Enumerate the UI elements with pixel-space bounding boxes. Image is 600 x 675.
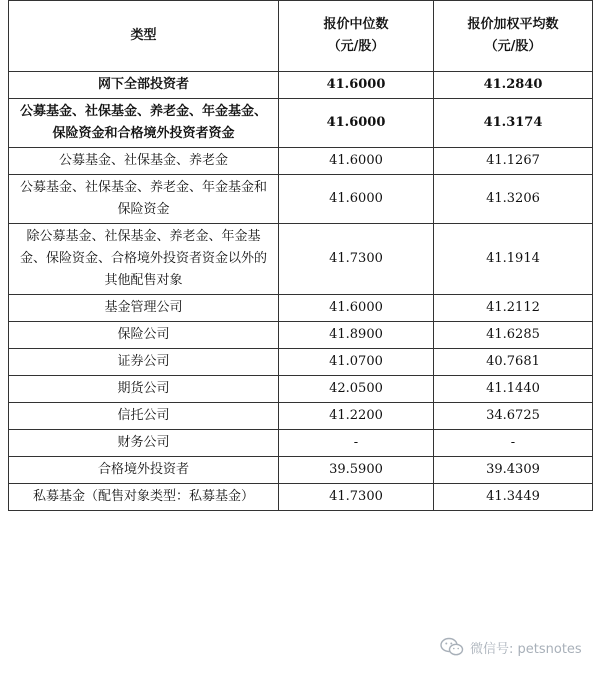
row-category: 网下全部投资者 [9,72,279,99]
table-row [9,322,593,349]
row-weighted: 34.6725 [434,403,593,430]
row-median: 41.8900 [279,322,434,349]
row-category: 信托公司 [9,403,279,430]
wechat-watermark [440,633,582,661]
row-weighted: 40.7681 [434,349,593,376]
row-category: 期货公司 [9,376,279,403]
row-category: 公募基金、社保基金、养老金 [9,148,279,175]
row-median: - [279,430,434,457]
table-row [9,295,593,322]
row-weighted: 41.1914 [434,224,593,295]
header-weighted-title: 报价加权平均数 [467,17,559,32]
header-type [9,1,279,72]
row-median: 41.6000 [279,72,434,99]
row-median: 41.7300 [279,484,434,511]
row-median: 41.6000 [279,99,434,148]
row-median: 41.6000 [279,148,434,175]
table-row [9,99,593,148]
header-weighted-unit: （元/股） [484,39,542,54]
row-median: 41.7300 [279,224,434,295]
table-header-row [9,1,593,72]
row-weighted: 41.2840 [434,72,593,99]
row-category: 私募基金（配售对象类型：私募基金） [9,484,279,511]
row-median: 39.5900 [279,457,434,484]
row-weighted: 39.4309 [434,457,593,484]
table-row [9,148,593,175]
row-weighted: 41.1267 [434,148,593,175]
row-category: 公募基金、社保基金、养老金、年金基金、保险资金和合格境外投资者资金 [9,99,279,148]
row-median: 41.0700 [279,349,434,376]
table-row [9,175,593,224]
row-category: 财务公司 [9,430,279,457]
row-category: 基金管理公司 [9,295,279,322]
table-row [9,484,593,511]
row-category: 除公募基金、社保基金、养老金、年金基金、保险资金、合格境外投资者资金以外的其他配售对象 [9,224,279,295]
header-median-unit: （元/股） [327,39,385,54]
row-weighted: - [434,430,593,457]
row-category: 保险公司 [9,322,279,349]
row-median: 42.0500 [279,376,434,403]
row-median: 41.6000 [279,175,434,224]
table-row [9,376,593,403]
table-row [9,457,593,484]
header-weighted [434,1,593,72]
row-median: 41.2200 [279,403,434,430]
row-weighted: 41.3449 [434,484,593,511]
row-weighted: 41.1440 [434,376,593,403]
pricing-table-container [8,0,592,511]
watermark-text: 微信号: petsnotes [470,641,582,657]
row-weighted: 41.3206 [434,175,593,224]
wechat-icon [440,637,464,657]
header-type-label: 类型 [130,28,157,43]
header-median-title: 报价中位数 [323,17,389,32]
row-category: 公募基金、社保基金、养老金、年金基金和保险资金 [9,175,279,224]
row-weighted: 41.6285 [434,322,593,349]
row-category: 合格境外投资者 [9,457,279,484]
pricing-table [8,0,593,511]
table-row [9,403,593,430]
table-row [9,72,593,99]
header-median [279,1,434,72]
table-row [9,430,593,457]
row-weighted: 41.2112 [434,295,593,322]
table-row [9,224,593,295]
row-weighted: 41.3174 [434,99,593,148]
row-median: 41.6000 [279,295,434,322]
row-category: 证券公司 [9,349,279,376]
table-row [9,349,593,376]
